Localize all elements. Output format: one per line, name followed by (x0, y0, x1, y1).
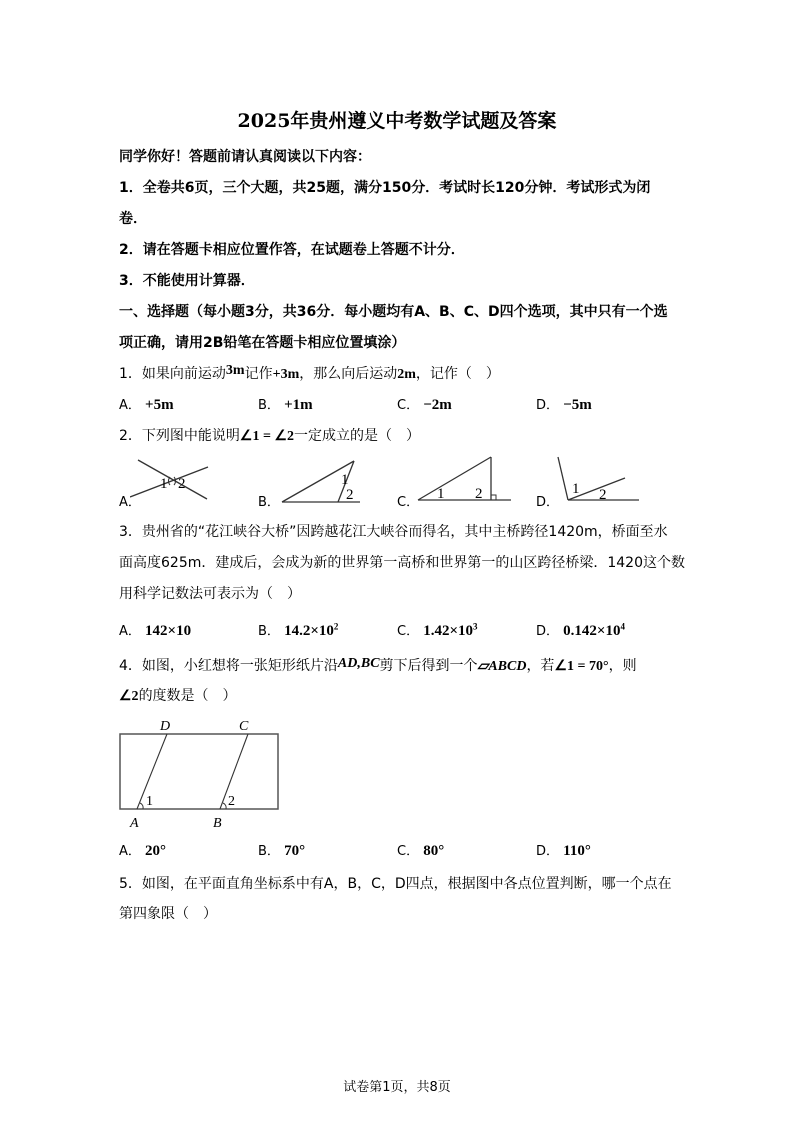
option-value: 20° (145, 843, 167, 859)
q4-option-c[interactable] (397, 840, 444, 860)
q4-option-b[interactable] (258, 840, 305, 860)
option-value: −2m (423, 397, 452, 413)
q2-figure-a (130, 455, 215, 505)
q4-figure (115, 715, 285, 830)
q-math: AD,BC (337, 656, 380, 671)
option-label: D． (536, 844, 560, 859)
angle-1-label: 1 (146, 794, 153, 809)
point-d-label: D (160, 719, 171, 734)
question-3-cont: 面高度625m．建成后，会成为新的世界第一高桥和世界第一的山区跨径桥梁．1420这个数 (119, 555, 685, 571)
option-value: 80° (423, 843, 445, 859)
option-value: 0.142×10 (563, 623, 621, 639)
question-3-cont2: 用科学记数法可表示为（ ） (119, 586, 301, 602)
option-value: 110° (563, 843, 591, 859)
angle-2-label: 2 (599, 487, 607, 503)
q-math: ▱ABCD (477, 659, 527, 674)
q-math: +3m (272, 367, 300, 382)
q3-option-a[interactable] (119, 620, 191, 640)
option-label: A． (119, 495, 141, 510)
q4-option-a[interactable] (119, 840, 166, 860)
angle-1-label: 1 (572, 481, 580, 497)
exponent: 4 (620, 621, 625, 632)
option-label: A． (119, 398, 141, 413)
q3-option-d[interactable] (536, 620, 625, 640)
angle-2-label: 2 (346, 487, 354, 503)
question-1 (119, 363, 500, 383)
q-text: 的度数是（ ） (138, 688, 237, 704)
q-text: 2．下列图中能说明 (119, 428, 240, 444)
point-a-label: A (130, 816, 139, 830)
option-value: 142×10 (145, 623, 192, 639)
option-value: −5m (563, 397, 592, 413)
option-value: 1.42×10 (423, 623, 474, 639)
q1-option-b[interactable] (258, 394, 313, 414)
question-5-cont: 第四象限（ ） (119, 906, 217, 922)
question-5: 5．如图，在平面直角坐标系中有A，B，C，D四点，根据图中各点位置判断，哪一个点在 (119, 876, 672, 892)
page-title: 2025年贵州遵义中考数学试题及答案 (237, 110, 557, 132)
option-value: 70° (284, 843, 306, 859)
option-label: D． (536, 398, 560, 413)
q-text: 剪下后得到一个 (379, 658, 478, 674)
question-2 (119, 425, 420, 445)
rule-3: 3．不能使用计算器． (119, 273, 255, 289)
option-label: B． (258, 398, 280, 413)
option-label: D． (536, 624, 560, 639)
q-text: ，记作（ ） (415, 366, 500, 382)
angle-2-label: 2 (475, 486, 483, 502)
q-text: ，则 (608, 658, 637, 674)
point-c-label: C (239, 719, 249, 734)
intro-greeting: 同学你好！答题前请认真阅读以下内容： (119, 149, 371, 165)
angle-1-label: 1 (341, 472, 349, 488)
option-label: B． (258, 495, 280, 510)
option-label: A． (119, 844, 141, 859)
q2-figure-d (555, 455, 640, 505)
q1-option-d[interactable] (536, 394, 592, 414)
exponent: 3 (473, 621, 478, 632)
angle-1-label: 1 (160, 476, 168, 492)
option-label: C． (397, 844, 420, 859)
q-math: 3m (225, 363, 245, 378)
q-text: 记作 (244, 366, 273, 382)
q2-figure-c (415, 455, 515, 505)
option-label: B． (258, 624, 280, 639)
option-label: C． (397, 495, 420, 510)
angle-1-label: 1 (437, 486, 445, 502)
angle-2-label: 2 (178, 476, 186, 492)
option-value: +1m (284, 397, 313, 413)
rule-2: 2．请在答题卡相应位置作答，在试题卷上答题不计分． (119, 242, 465, 258)
option-label: D． (536, 495, 560, 510)
q3-option-c[interactable] (397, 620, 478, 640)
page-footer: 试卷第1页，共8页 (343, 1080, 451, 1095)
q-math: ∠1 = ∠2 (239, 429, 295, 444)
q-text: 1．如果向前运动 (119, 366, 226, 382)
q4-option-d[interactable] (536, 840, 591, 860)
q-text: 一定成立的是（ ） (294, 428, 421, 444)
option-label: A． (119, 624, 141, 639)
question-4 (119, 655, 637, 675)
option-label: C． (397, 398, 420, 413)
section-heading: 一、选择题（每小题3分，共36分．每小题均有A、B、C、D四个选项，其中只有一个选 (119, 304, 668, 320)
q2-figure-b (262, 455, 362, 505)
q1-option-a[interactable] (119, 394, 174, 414)
rule-1-cont: 卷． (119, 211, 147, 227)
option-value: 14.2×10 (284, 623, 334, 639)
angle-2-label: 2 (228, 794, 235, 809)
question-4-cont (119, 685, 237, 705)
q1-option-c[interactable] (397, 394, 452, 414)
q-math: 2m (397, 367, 416, 382)
q-text: ，那么向后运动 (299, 366, 398, 382)
section-heading-cont: 项正确，请用2B铅笔在答题卡相应位置填涂） (119, 335, 406, 351)
exponent: 2 (333, 621, 339, 632)
q3-option-b[interactable] (258, 620, 338, 640)
question-3: 3．贵州省的“花江峡谷大桥”因跨越花江大峡谷而得名，其中主桥跨径1420m，桥面至水 (119, 524, 668, 540)
rule-1: 1．全卷共6页，三个大题，共25题，满分150分．考试时长120分钟．考试形式为闭 (119, 180, 651, 196)
q-math: ∠2 (119, 689, 139, 704)
option-label: C． (397, 624, 420, 639)
q-math: ∠1 = 70° (554, 659, 609, 674)
option-value: +5m (145, 397, 174, 413)
q-text: 4．如图，小红想将一张矩形纸片沿 (119, 658, 338, 674)
option-label: B． (258, 844, 280, 859)
point-b-label: B (213, 816, 222, 830)
q-text: ，若 (526, 658, 555, 674)
